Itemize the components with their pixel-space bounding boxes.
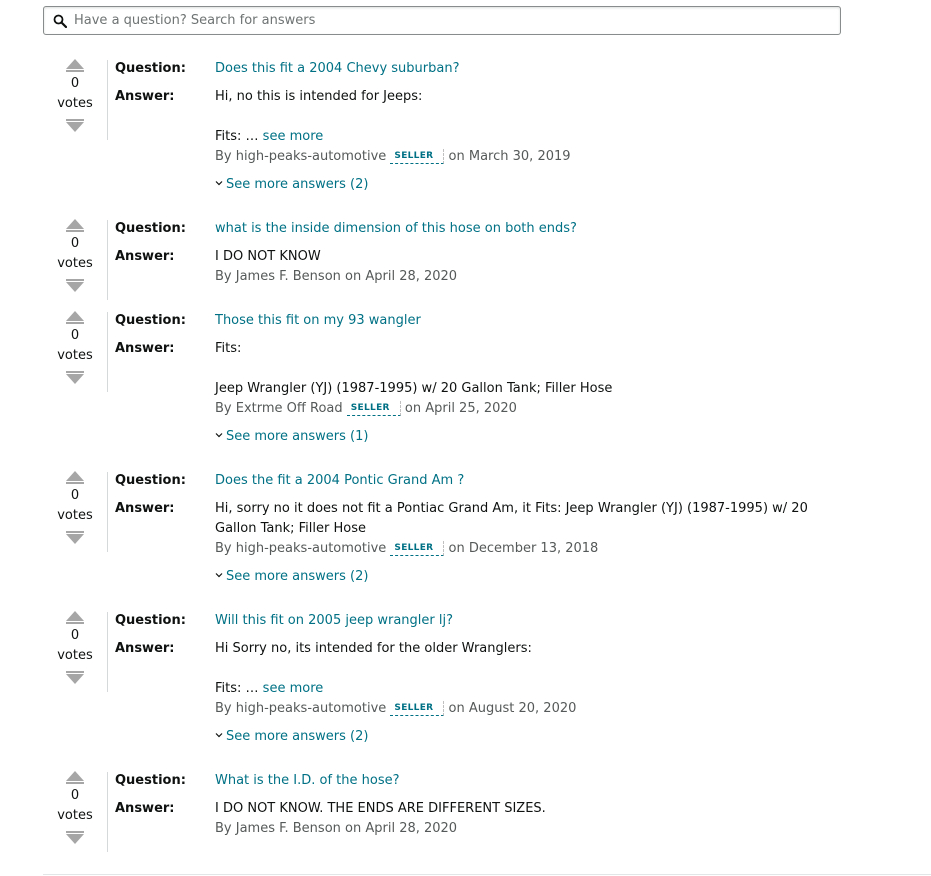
chevron-down-icon	[215, 571, 223, 579]
see-more-answers-label: See more answers (2)	[226, 729, 369, 744]
vote-count: 0	[70, 628, 80, 643]
downvote-icon[interactable]	[65, 531, 85, 545]
answer-date: on March 30, 2019	[448, 149, 571, 164]
answer-label: Answer:	[115, 641, 175, 656]
chevron-down-icon	[215, 179, 223, 187]
answer-date: on August 20, 2020	[448, 701, 577, 716]
see-more-answers-label: See more answers (2)	[226, 177, 369, 192]
question-label: Question:	[115, 313, 186, 328]
search-bar[interactable]	[43, 6, 841, 35]
see-more-answers-label: See more answers (2)	[226, 569, 369, 584]
vote-count: 0	[70, 328, 80, 343]
byline	[215, 147, 815, 167]
question-link[interactable]: Does the fit a 2004 Pontic Grand Am ?	[215, 473, 465, 488]
answer-text: Hi, sorry no it does not fit a Pontiac Grand Am, it Fits: Jeep Wrangler (YJ) (1987-1995) w/ 20	[215, 501, 808, 516]
answer-text: I DO NOT KNOW. THE ENDS ARE DIFFERENT SIZES.	[215, 801, 546, 816]
question-link[interactable]: Does this fit a 2004 Chevy suburban?	[215, 61, 460, 76]
answer-date: on December 13, 2018	[448, 541, 599, 556]
byline: By James F. Benson on April 28, 2020	[215, 821, 458, 836]
answer-date: on April 25, 2020	[404, 401, 517, 416]
answer-label: Answer:	[115, 341, 175, 356]
question-label: Question:	[115, 473, 186, 488]
answer-text: Hi, no this is intended for Jeeps:	[215, 89, 423, 104]
votes-label: votes	[57, 508, 93, 523]
vote-widget	[57, 58, 93, 133]
votes-label: votes	[57, 348, 93, 363]
byline	[215, 699, 815, 719]
answer-text: Fits:	[215, 341, 242, 356]
chevron-down-icon	[215, 731, 223, 739]
answer-text-fits	[215, 679, 815, 699]
seller-badge: SELLER	[390, 541, 444, 556]
answer-label: Answer:	[115, 89, 175, 104]
author-name[interactable]: high-peaks-automotive	[235, 149, 387, 164]
by-label: By	[215, 701, 232, 716]
divider	[107, 312, 108, 392]
answer-label: Answer:	[115, 801, 175, 816]
answer-label: Answer:	[115, 501, 175, 516]
divider	[107, 60, 108, 140]
vote-widget	[57, 770, 93, 845]
upvote-icon[interactable]	[65, 770, 85, 784]
upvote-icon[interactable]	[65, 610, 85, 624]
by-label: By	[215, 541, 232, 556]
answer-fits-prefix: Fits: …	[215, 129, 263, 144]
vote-widget	[57, 470, 93, 545]
see-more-answers-label: See more answers (1)	[226, 429, 369, 444]
answer-fits-prefix: Fits: …	[215, 681, 263, 696]
answer-text: I DO NOT KNOW	[215, 249, 321, 264]
upvote-icon[interactable]	[65, 58, 85, 72]
see-more-answers-button[interactable]	[215, 567, 815, 587]
byline	[215, 399, 815, 419]
see-more-link[interactable]: see more	[262, 681, 324, 696]
by-label: By	[215, 401, 232, 416]
downvote-icon[interactable]	[65, 279, 85, 293]
seller-badge: SELLER	[347, 401, 401, 416]
upvote-icon[interactable]	[65, 218, 85, 232]
upvote-icon[interactable]	[65, 310, 85, 324]
votes-label: votes	[57, 256, 93, 271]
question-link[interactable]: What is the I.D. of the hose?	[215, 773, 400, 788]
downvote-icon[interactable]	[65, 831, 85, 845]
see-more-answers-button[interactable]	[215, 427, 815, 447]
see-more-answers-button[interactable]	[215, 727, 815, 747]
author-name[interactable]: high-peaks-automotive	[235, 541, 387, 556]
divider	[107, 772, 108, 852]
question-link[interactable]: Will this fit on 2005 jeep wrangler lj?	[215, 613, 453, 628]
divider	[107, 472, 108, 552]
downvote-icon[interactable]	[65, 119, 85, 133]
question-label: Question:	[115, 221, 186, 236]
author-name[interactable]: high-peaks-automotive	[235, 701, 387, 716]
vote-count: 0	[70, 488, 80, 503]
answer-label: Answer:	[115, 249, 175, 264]
author-name[interactable]: Extrme Off Road	[235, 401, 343, 416]
search-icon	[53, 14, 67, 28]
see-more-answers-button[interactable]	[215, 175, 815, 195]
divider	[107, 612, 108, 692]
answer-text-fits: Jeep Wrangler (YJ) (1987-1995) w/ 20 Gallon Tank; Filler Hose	[215, 381, 613, 396]
question-label: Question:	[115, 613, 186, 628]
downvote-icon[interactable]	[65, 671, 85, 685]
votes-label: votes	[57, 808, 93, 823]
seller-badge: SELLER	[390, 701, 444, 716]
question-link[interactable]: what is the inside dimension of this hose on both ends?	[215, 221, 577, 236]
answer-text: Hi Sorry no, its intended for the older Wranglers:	[215, 641, 532, 656]
question-link[interactable]: Those this fit on my 93 wangler	[215, 313, 421, 328]
bottom-divider	[43, 874, 931, 875]
vote-widget	[57, 218, 93, 293]
search-input[interactable]	[74, 9, 840, 33]
question-label: Question:	[115, 61, 186, 76]
divider	[107, 220, 108, 300]
vote-widget	[57, 610, 93, 685]
chevron-down-icon	[215, 431, 223, 439]
vote-count: 0	[70, 788, 80, 803]
votes-label: votes	[57, 648, 93, 663]
see-more-link[interactable]: see more	[262, 129, 324, 144]
vote-widget	[57, 310, 93, 385]
question-label: Question:	[115, 773, 186, 788]
upvote-icon[interactable]	[65, 470, 85, 484]
seller-badge: SELLER	[390, 149, 444, 164]
votes-label: votes	[57, 96, 93, 111]
vote-count: 0	[70, 76, 80, 91]
downvote-icon[interactable]	[65, 371, 85, 385]
byline	[215, 539, 815, 559]
answer-text-fits	[215, 127, 815, 147]
vote-count: 0	[70, 236, 80, 251]
answer-text-cont: Gallon Tank; Filler Hose	[215, 521, 366, 536]
byline: By James F. Benson on April 28, 2020	[215, 269, 458, 284]
by-label: By	[215, 149, 232, 164]
